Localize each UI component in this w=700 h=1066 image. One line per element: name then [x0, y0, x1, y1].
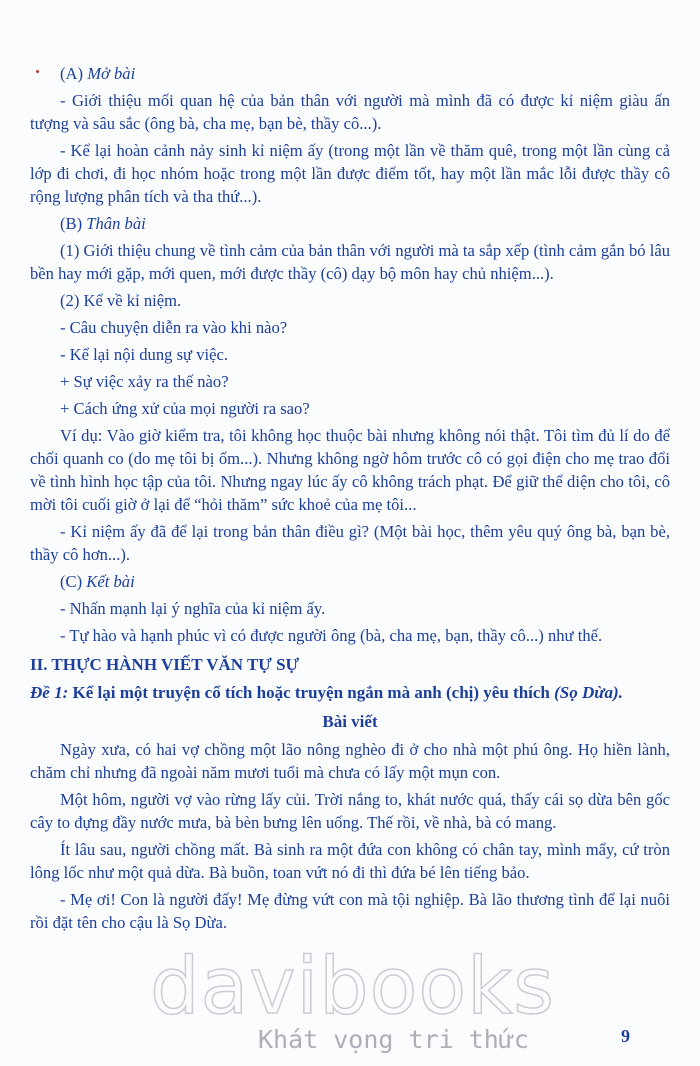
- section-a-heading: (A) Mở bài: [60, 64, 136, 83]
- section-heading-ii: II. THỰC HÀNH VIẾT VĂN TỰ SỰ: [30, 655, 300, 674]
- paragraph: (2) Kể về kỉ niệm.: [60, 291, 182, 310]
- watermark-slogan: Khát vọng tri thức: [258, 1025, 529, 1054]
- paragraph: (1) Giới thiệu chung về tình cảm của bản thân với người mà ta sắp xếp (tình cảm gắn bó lâu bền hay mới gặp, mới quen, mới được thầy (cô) dạy bộ môn hay chủ nhiệm...).: [30, 241, 670, 283]
- paragraph: - Kỉ niệm ấy đã để lại trong bản thân điều gì? (Một bài học, thêm yêu quý ông bà, bạn bè, thầy cô hơn...).: [30, 522, 670, 564]
- paragraph: + Sự việc xảy ra thế nào?: [60, 372, 229, 391]
- story-paragraph: Ngày xưa, có hai vợ chồng một lão nông nghèo đi ở cho nhà một phú ông. Họ hiền lành, chăm chỉ nhưng đã ngoài năm mươi tuổi mà chưa có lấy một mụn con.: [30, 740, 670, 782]
- section-c-label: Kết bài: [86, 572, 135, 591]
- page-content: [30, 62, 670, 934]
- paragraph: - Giới thiệu mối quan hệ của bản thân với người mà mình đã có được kỉ niệm giàu ấn tượng và sâu sắc (ông bà, cha mẹ, bạn bè, thầy cô...).: [30, 91, 670, 133]
- topic-subtitle: (Sọ Dừa).: [554, 683, 623, 702]
- essay-title: Bài viết: [322, 712, 378, 731]
- section-c-heading: (C) Kết bài: [60, 572, 135, 591]
- section-a-label: Mở bài: [87, 64, 136, 83]
- story-paragraph: Ít lâu sau, người chồng mất. Bà sinh ra một đứa con không có chân tay, mình mẩy, cứ tròn lông lốc như một quả dừa. Bà buồn, toan vứt nó đi thì đứa bé lên tiếng bảo.: [30, 840, 670, 882]
- watermark-logo: davibooks: [150, 942, 555, 1032]
- section-b-label: Thân bài: [86, 214, 146, 233]
- topic-text: Kể lại một truyện cổ tích hoặc truyện ngắn mà anh (chị) yêu thích: [68, 683, 555, 702]
- paragraph: - Nhấn mạnh lại ý nghĩa của kỉ niệm ấy.: [60, 599, 326, 618]
- topic-1: [30, 681, 670, 704]
- topic-number: Đề 1:: [30, 683, 69, 702]
- paragraph: - Kể lại nội dung sự việc.: [60, 345, 228, 364]
- paragraph: + Cách ứng xử của mọi người ra sao?: [60, 399, 310, 418]
- paragraph: - Tự hào và hạnh phúc vì có được người ông (bà, cha mẹ, bạn, thầy cô...) như thế.: [60, 626, 603, 645]
- paragraph: - Câu chuyện diễn ra vào khi nào?: [60, 318, 288, 337]
- section-b-heading: (B) Thân bài: [60, 214, 146, 233]
- story-paragraph: - Mẹ ơi! Con là người đấy! Mẹ đừng vứt con mà tội nghiệp. Bà lão thương tình để lại nuôi rồi đặt tên cho cậu là Sọ Dừa.: [30, 890, 670, 932]
- paragraph: Ví dụ: Vào giờ kiểm tra, tôi không học thuộc bài nhưng không nói thật. Tôi tìm đủ lí do để chối quanh co (do mẹ tôi bị ốm...). Nhưng không ngờ hôm trước cô có gọi điện cho mẹ trao đổi về tình hình học tập của tôi. Nhưng ngay lúc ấy cô không trách phạt. Để giữ thể diện cho tôi, cô mời tôi cuối giờ ở lại để “hỏi thăm” sức khoẻ của mẹ tôi...: [30, 426, 670, 514]
- page-number: 9: [621, 1026, 630, 1046]
- paragraph: - Kể lại hoàn cảnh nảy sinh kỉ niệm ấy (trong một lần về thăm quê, trong một lần cùng cả lớp đi chơi, đi học nhóm hoặc trong một lần được điểm tốt, hay một lần mắc lỗi được thầy cô rộng lượng phân tích và tha thứ...).: [30, 141, 670, 206]
- story-paragraph: Một hôm, người vợ vào rừng lấy củi. Trời nắng to, khát nước quá, thấy cái sọ dừa bên gốc cây to đựng đầy nước mưa, bà bèn bưng lên uống. Thế rồi, về nhà, bà có mang.: [30, 790, 670, 832]
